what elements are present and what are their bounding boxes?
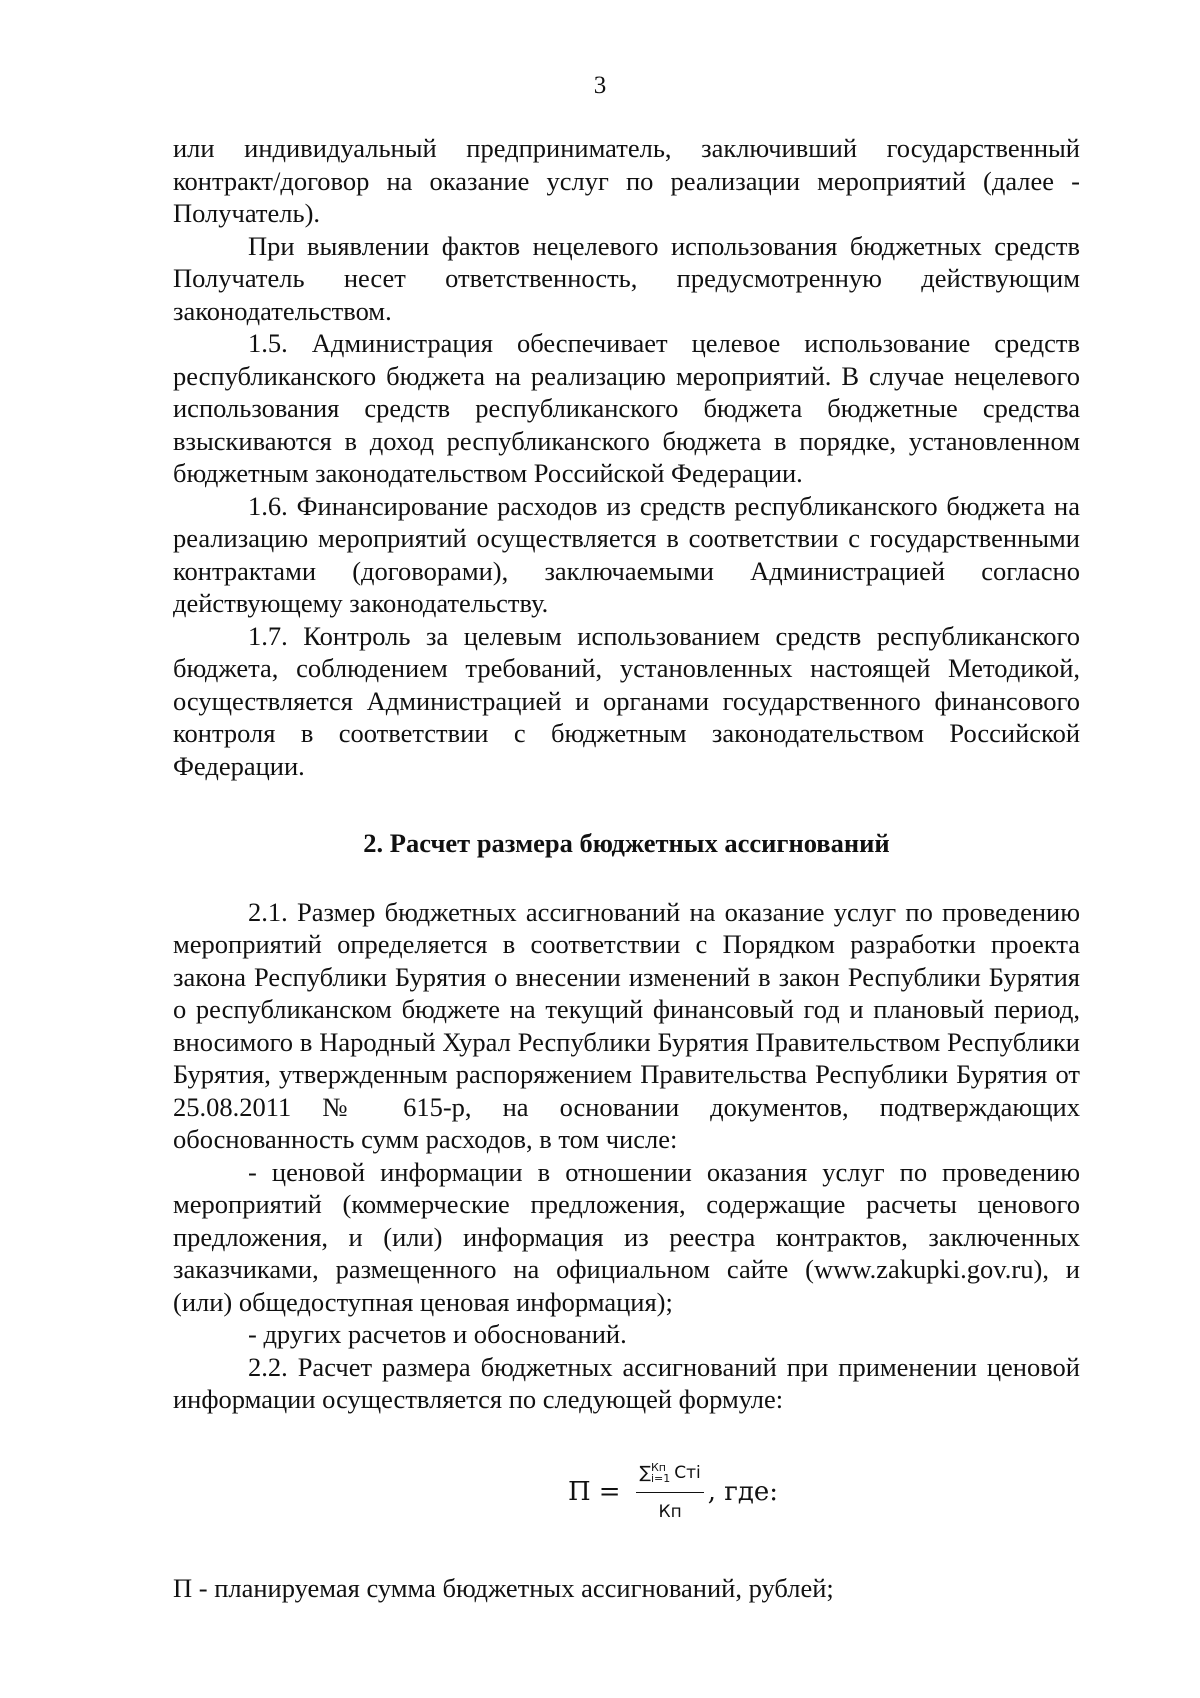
paragraph: 1.6. Финансирование расходов из средств республиканского бюджета на реализацию мероприятий осуществляется в соответствии с государственными контрактами (договорами), заключаемыми Администрацией согласно действующему законодательству.: [173, 490, 1080, 618]
formula-fraction: [636, 1457, 703, 1528]
paragraph: 2.2. Расчет размера бюджетных ассигнований при применении ценовой информации осуществляется по следующей формуле:: [173, 1351, 1080, 1414]
formula-suffix: , где:: [707, 1477, 779, 1508]
paragraph: При выявлении фактов нецелевого использования бюджетных средств Получатель несет ответственность, предусмотренную действующим законодательством.: [173, 230, 1080, 326]
sum-upper-limit: Кп: [650, 1461, 666, 1474]
formula-numerator: [636, 1457, 703, 1493]
sum-term: Стi: [674, 1463, 701, 1483]
formula-equals: =: [598, 1477, 621, 1508]
formula-lhs: П: [568, 1477, 591, 1508]
document-body: [173, 132, 1080, 1604]
page-number: 3: [593, 72, 607, 99]
formula: [173, 1458, 1080, 1528]
list-item: - других расчетов и обоснований.: [248, 1319, 627, 1349]
sigma-symbol: ∑: [639, 1463, 651, 1483]
sum-lower-limit: i=1: [650, 1472, 671, 1485]
formula-denominator: Кп: [658, 1501, 682, 1522]
paragraph: или индивидуальный предприниматель, заключивший государственный контракт/договор на оказание услуг по реализации мероприятий (далее - Получатель).: [173, 133, 1080, 228]
paragraph: 1.7. Контроль за целевым использованием средств республиканского бюджета, соблюдением требований, установленных настоящей Методикой, осуществляется Администрацией и органами государственного финансового контроля в соответствии с бюджетным законодательством Российской Федерации.: [173, 620, 1080, 781]
paragraph: 1.5. Администрация обеспечивает целевое использование средств республиканского бюджета на реализацию мероприятий. В случае нецелевого использования средств республиканского бюджета бюджетные средства взыскиваются в доход республиканского бюджета в порядке, установленном бюджетным законодательством Российской Федерации.: [173, 328, 1080, 488]
definition-line: П - планируемая сумма бюджетных ассигнований, рублей;: [173, 1572, 834, 1603]
paragraph: 2.1. Размер бюджетных ассигнований на оказание услуг по проведению мероприятий определяется в соответствии с Порядком разработки проекта закона Республики Бурятия о внесении изменений в закон Республики Бурятия о республиканском бюджете на текущий финансовый год и плановый период, вносимого в Народный Хурал Республики Бурятия Правительством Республики Бурятия, утвержденным распоряжением Правительства Республики Бурятия от 25.08.2011 № 615-р, на основании документов, подтверждающих обоснованность сумм расходов, в том числе:: [173, 896, 1080, 1154]
list-item: - ценовой информации в отношении оказания услуг по проведению мероприятий (коммерческие предложения, содержащие расчеты ценового предложения, и (или) информация из реестра контрактов, заключенных заказчиками, размещенного на официальном сайте (www.zakupki.gov.ru), и (или) общедоступная ценовая информация);: [173, 1156, 1080, 1317]
section-heading: 2. Расчет размера бюджетных ассигнований: [363, 828, 890, 858]
